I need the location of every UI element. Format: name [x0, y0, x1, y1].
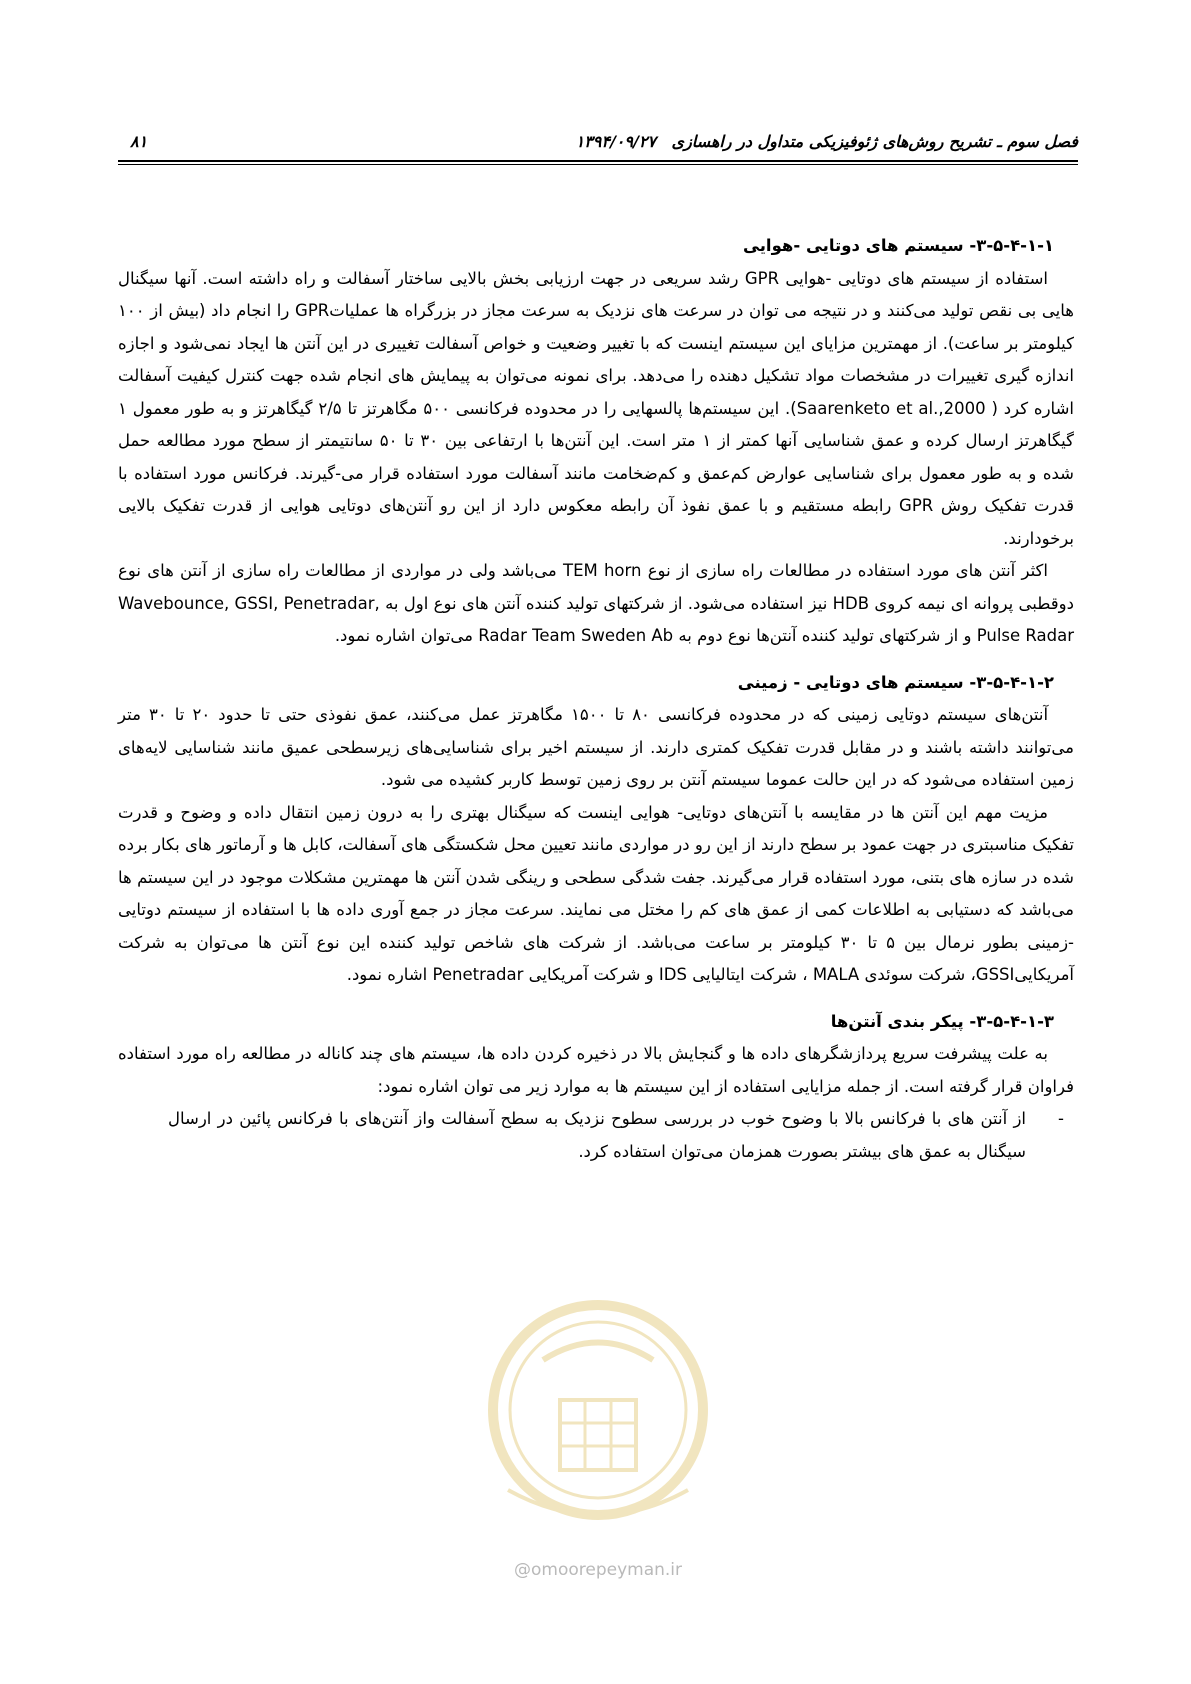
paragraph: آنتن‌های سیستم دوتایی زمینی که در محدوده فرکانسی ۸۰ تا ۱۵۰۰ مگاهرتز عمل می‌کنند، عمق نفوذی حتی تا حدود ۲۰ تا ۳۰ متر می‌توانند داشته باشند و در مقابل قدرت تفکیک کمتری دارند. از سیستم اخیر برای شناسایی‌های زیرسطحی عمیق مانند شناسایی لایه‌های زمین استفاده می‌شود که در این حالت عموما سیستم آنتن بر روی زمین توسط کاربر کشیده می شود.	[118, 705, 1074, 789]
list-item-text: از آنتن های با فرکانس بالا با وضوح خوب در بررسی سطوح نزدیک به سطح آسفالت واز آنتن‌های با فرکانس پائین در ارسال سیگنال به عمق های بیشتر بصورت همزمان می‌توان استفاده کرد.	[168, 1109, 1026, 1161]
emblem-seal-icon	[448, 1290, 748, 1560]
section-heading: ۳-۵-۴-۱-۱- سیستم های دوتایی -هوایی	[743, 236, 1054, 255]
dash-bullet-icon: -	[1058, 1109, 1064, 1128]
bullet-list	[118, 1103, 1074, 1168]
list-item	[118, 1103, 1074, 1168]
section-heading: ۳-۵-۴-۱-۲- سیستم های دوتایی - زمینی	[737, 672, 1054, 692]
paragraph: به علت پیشرفت سریع پردازشگرهای داده ها و گنجایش بالا در ذخیره کردن داده ها، سیستم های چند کاناله در مطالعه راه مورد استفاده فراوان قرار گرفته است. از جمله مزایایی استفاده از این سیستم ها به موارد زیر می توان اشاره نمود:	[118, 1044, 1074, 1096]
watermark-url: @omoorepeyman.ir	[513, 1560, 683, 1580]
paragraph: استفاده از سیستم های دوتایی -هوایی GPR رشد سریعی در جهت ارزیابی بخش بالایی ساختار آسفالت و راه داشته است. آنها سیگنال هایی بی نقص تولید می‌کنند و در نتیجه می توان در سرعت های نزدیک به سرعت مجاز در بزرگراه ها عملیاتGPR را انجام داد (بیش از ۱۰۰ کیلومتر بر ساعت). از مهمترین مزایای این سیستم اینست که با تغییر وضعیت و خواص آسفالت تغییری در این آنتن ها ایجاد نمی‌شود و اجازه اندازه گیری تغییرات در مشخصات مواد تشکیل دهنده را می‌دهد. برای نمونه می‌توان به پیمایش های انجام شده جهت کنترل کیفیت آسفالت اشاره کرد ( Saarenketo et al.,2000). این سیستم‌ها پالسهایی را در محدوده فرکانسی ۵۰۰ مگاهرتز تا ۲/۵ گیگاهرتز و به طور معمول ۱ گیگاهرتز ارسال کرده و عمق شناسایی آنها کمتر از ۱ متر است. این آنتن‌ها با ارتفاعی بین ۳۰ تا ۵۰ سانتیمتر از سطح مورد مطالعه حمل شده و به طور معمول برای شناسایی عوارض کم‌عمق و کم‌ضخامت مانند آسفالت مورد استفاده قرار می-گیرند. فرکانس مورد استفاده با قدرت تفکیک روش GPR رابطه مستقیم و با عمق نفوذ آن رابطه معکوس دارد از این رو آنتن‌های دوتایی هوایی از قدرت تفکیک بالایی برخودارند.	[118, 268, 1074, 548]
header-date: ۱۳۹۴/۰۹/۲۷	[575, 132, 656, 151]
page-number: ۸۱	[130, 132, 148, 151]
chapter-title: فصل سوم ـ تشریح روش‌های ژئوفیزیکی متداول در راهسازی	[671, 132, 1078, 151]
document-body	[118, 230, 1074, 1168]
page-header	[118, 128, 1078, 168]
header-rule	[118, 160, 1078, 162]
at-icon: @	[513, 1560, 531, 1580]
paragraph: مزیت مهم این آنتن ها در مقایسه با آنتن‌های دوتایی- هوایی اینست که سیگنال بهتری را به درون زمین انتقال داده و وضوح و قدرت تفکیک مناسبتری در جهت عمود بر سطح دارند از این رو در مواردی مانند تعیین محل شکستگی های آسفالت، کابل ها و آرماتور های بکار برده شده در سازه های بتنی، مورد استفاده قرار می‌گیرند. جفت شدگی سطحی و رینگی شدن آنتن ها مهمترین مشکلات موجود در این سیستم ها می‌باشد که دستیابی به اطلاعات کمی از عمق های کم را مختل می نمایند. سرعت مجاز در جمع آوری داده ها با استفاده از سیستم دوتایی -زمینی بطور نرمال بین ۵ تا ۳۰ کیلومتر بر ساعت می‌باشد. از شرکت های شاخص تولید کننده این نوع آنتن ها می‌توان به شرکت آمریکاییGSSI، شرکت سوئدی MALA ، شرکت ایتالیایی IDS و شرکت آمریکایی Penetradar اشاره نمود.	[118, 802, 1074, 984]
header-rule-thin	[118, 164, 1078, 165]
paragraph: اکثر آنتن های مورد استفاده در مطالعات راه سازی از نوع TEM horn می‌باشد ولی در مواردی از مطالعات راه سازی از آنتن های نوع دوقطبی پروانه ای نیمه کروی HDB نیز استفاده می‌شود. از شرکتهای تولید کننده آنتن های نوع اول به Wavebounce, GSSI, Penetradar, Pulse Radar و از شرکتهای تولید کننده آنتن‌ها نوع دوم به Radar Team Sweden Ab می‌توان اشاره نمود.	[118, 561, 1075, 645]
section-heading: ۳-۵-۴-۱-۳- پیکر بندی آنتن‌ها	[830, 1011, 1054, 1031]
